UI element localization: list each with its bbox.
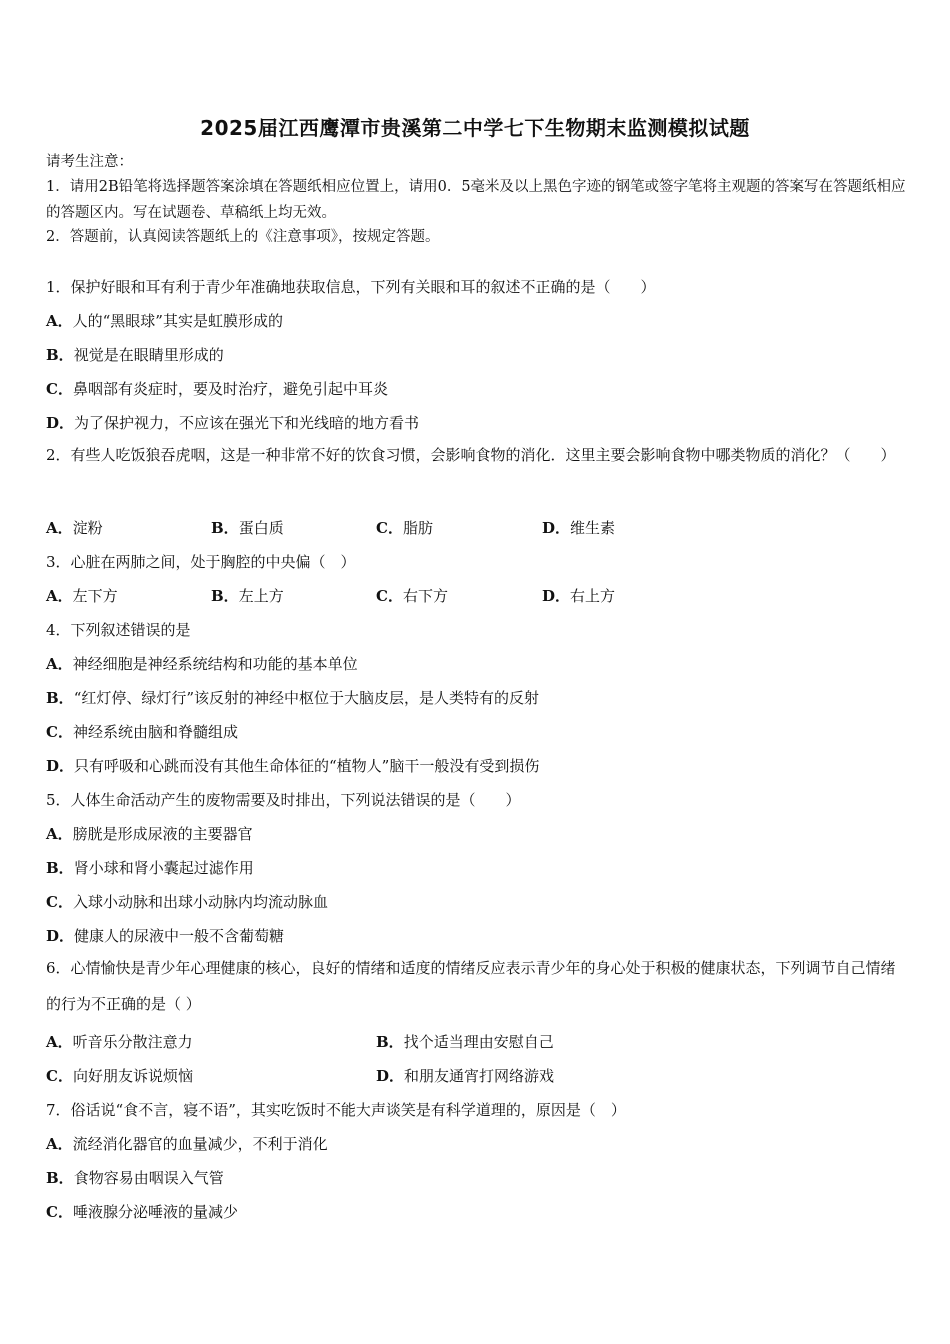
question-7-stem: 7．俗话说“食不言，寝不语”，其实吃饭时不能大声谈笑是有科学道理的，原因是（ ） (46, 1101, 626, 1119)
question-1-option-d: D．为了保护视力，不应该在强光下和光线暗的地方看书 (46, 414, 420, 432)
question-7-option-c: C．唾液腺分泌唾液的量减少 (46, 1203, 238, 1221)
question-6-option-d: D．和朋友通宵打网络游戏 (376, 1067, 555, 1085)
question-2-option-b: B．蛋白质 (211, 519, 284, 537)
question-2-stem: 2．有些人吃饭狼吞虎咽，这是一种非常不好的饮食习惯，会影响食物的消化．这里主要会影响食物中哪类物质的消化？（ ） (46, 446, 896, 464)
question-1-option-b: B．视觉是在眼睛里形成的 (46, 346, 224, 364)
question-7-option-b: B．食物容易由咽误入气管 (46, 1169, 224, 1187)
question-6-options-row-2 (46, 1065, 906, 1085)
question-4-option-b: B．“红灯停、绿灯行”该反射的神经中枢位于大脑皮层，是人类特有的反射 (46, 689, 540, 707)
question-7-option-a: A．流经消化器官的血量减少，不利于消化 (46, 1135, 328, 1153)
question-4-option-a: A．神经细胞是神经系统结构和功能的基本单位 (46, 655, 358, 673)
question-4-option-d: D．只有呼吸和心跳而没有其他生命体征的“植物人”脑干一般没有受到损伤 (46, 757, 540, 775)
question-5-option-c: C．入球小动脉和出球小动脉内均流动脉血 (46, 893, 328, 911)
question-3-option-d: D．右上方 (542, 587, 616, 605)
question-2-option-d: D．维生素 (542, 519, 616, 537)
notice-item-1: 1．请用2B铅笔将选择题答案涂填在答题纸相应位置上，请用0．5毫米及以上黑色字迹的钢笔或签字笔将主观题的答案写在答题纸相应的答题区内。写在试题卷、草稿纸上均无效。 (46, 179, 906, 221)
question-5-option-b: B．肾小球和肾小囊起过滤作用 (46, 859, 254, 877)
question-3-stem: 3．心脏在两肺之间，处于胸腔的中央偏（ ） (46, 553, 356, 571)
question-4-stem: 4．下列叙述错误的是 (46, 621, 191, 639)
question-1-option-a: A．人的“黑眼球”其实是虹膜形成的 (46, 312, 283, 330)
question-1-option-c: C．鼻咽部有炎症时，要及时治疗，避免引起中耳炎 (46, 380, 388, 398)
question-3-option-c: C．右下方 (376, 587, 448, 605)
question-6-option-b: B．找个适当理由安慰自己 (376, 1033, 554, 1051)
question-2-options (46, 517, 906, 537)
question-2-option-c: C．脂肪 (376, 519, 433, 537)
question-3-options (46, 585, 906, 605)
question-6-stem: 6．心情愉快是青少年心理健康的核心，良好的情绪和适度的情绪反应表示青少年的身心处于积极的健康状态，下列调节自己情绪的行为不正确的是（ ） (46, 959, 896, 1013)
question-5-stem: 5．人体生命活动产生的废物需要及时排出，下列说法错误的是（ ） (46, 791, 521, 809)
question-2-option-a: A．淀粉 (46, 519, 103, 537)
question-3-option-a: A．左下方 (46, 587, 118, 605)
notice-heading: 请考生注意： (46, 154, 133, 170)
question-6-options-row-1 (46, 1031, 906, 1051)
question-1-stem: 1．保护好眼和耳有利于青少年准确地获取信息，下列有关眼和耳的叙述不正确的是（ ） (46, 278, 656, 296)
question-6-option-c: C．向好朋友诉说烦恼 (46, 1067, 193, 1085)
question-4-option-c: C．神经系统由脑和脊髓组成 (46, 723, 238, 741)
notice-item-2: 2．答题前，认真阅读答题纸上的《注意事项》，按规定答题。 (46, 229, 440, 245)
question-5-option-d: D．健康人的尿液中一般不含葡萄糖 (46, 927, 285, 945)
question-6-option-a: A．听音乐分散注意力 (46, 1033, 193, 1051)
question-3-option-b: B．左上方 (211, 587, 284, 605)
page-title: 2025届江西鹰潭市贵溪第二中学七下生物期末监测模拟试题 (200, 116, 750, 140)
question-5-option-a: A．膀胱是形成尿液的主要器官 (46, 825, 253, 843)
